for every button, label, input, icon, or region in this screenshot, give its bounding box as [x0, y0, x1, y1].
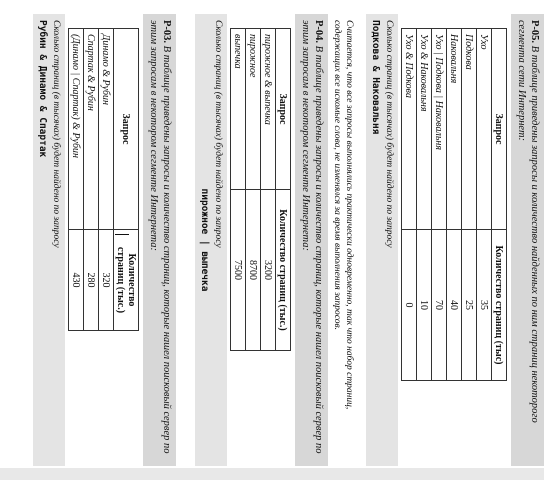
- pages-cell: 10: [417, 230, 432, 381]
- pages-cell: 35: [477, 230, 492, 381]
- table-row: [447, 29, 462, 381]
- query-cell: Ухо: [477, 29, 492, 230]
- query-table: [68, 28, 139, 331]
- table-row: [246, 29, 261, 351]
- task-prompt: В таблице приведены запросы и количество найденных по ним страниц некоторого сегмента сети Интернет:: [516, 20, 540, 423]
- table-row: [231, 29, 246, 351]
- table-header-row: [114, 29, 139, 331]
- query-cell: Ухо & Наковальня: [417, 29, 432, 230]
- table-header-row: [492, 29, 507, 381]
- column-header-query: Запрос: [492, 29, 507, 230]
- table-row: [417, 29, 432, 381]
- table-row: [477, 29, 492, 381]
- query-cell: Динамо & Рубин: [99, 29, 114, 230]
- task-p04: [195, 14, 358, 466]
- table-row: [99, 29, 114, 331]
- task-note: Считается, что все запросы выполнялись практически одновременно, так что набор страниц, содержащих все искомые слова, не изменялся за время выполнения запросов.: [328, 14, 358, 466]
- table-header-row: [276, 29, 291, 351]
- pages-cell: 0: [402, 230, 417, 381]
- answer-query: Рубин & Динамо & Спартак: [33, 14, 48, 466]
- query-cell: (Динамо | Спартак) & Рубин: [69, 29, 84, 230]
- task-code: P-03.: [161, 20, 172, 44]
- margin-mark: [115, 234, 129, 235]
- task-header: [295, 14, 328, 466]
- query-table: [230, 28, 291, 351]
- table-row: [432, 29, 447, 381]
- table-row: [69, 29, 84, 331]
- question-text: Сколько страниц (в тысячах) будет найдено по запросу: [48, 14, 65, 466]
- question-text: Сколько страниц (в тысячах) будет найдено по запросу: [381, 14, 398, 466]
- table-row: [462, 29, 477, 381]
- query-cell: выпечка: [231, 29, 246, 190]
- query-cell: Подкова: [462, 29, 477, 230]
- pages-cell: 25: [462, 230, 477, 381]
- pages-cell: 40: [447, 230, 462, 381]
- column-header-pages: Количество страниц (тыс): [492, 230, 507, 381]
- task-header: [511, 14, 544, 466]
- task-p03: [33, 14, 176, 466]
- answer-query: Подкова & Наковальня: [366, 14, 381, 466]
- query-table: [401, 28, 507, 381]
- task-p05: [366, 14, 544, 466]
- pages-cell: 280: [84, 230, 99, 331]
- pages-cell: 430: [69, 230, 84, 331]
- query-cell: Ухо & Подкова: [402, 29, 417, 230]
- task-header: [143, 14, 176, 466]
- task-prompt: В таблице приведены запросы и количество страниц, которые нашел поисковый сервер по этим запросам в некотором сегменте Интернета:: [148, 20, 172, 454]
- pages-cell: 320: [99, 230, 114, 331]
- page-edge-band: [0, 468, 544, 480]
- query-cell: Спартак & Рубин: [84, 29, 99, 230]
- answer-query: пирожное | выпечка: [195, 14, 210, 466]
- query-cell: Наковальня: [447, 29, 462, 230]
- pages-cell: 8700: [246, 190, 261, 351]
- pages-cell: 3200: [261, 190, 276, 351]
- table-row: [84, 29, 99, 331]
- question-text: Сколько страниц (в тысячах) будет найдено по запросу: [210, 14, 227, 466]
- pages-cell: 70: [432, 230, 447, 381]
- task-code: P-04.: [313, 20, 324, 44]
- query-cell: пирожное: [246, 29, 261, 190]
- column-header-pages: Количество страниц (тыс.): [276, 190, 291, 351]
- pages-cell: 7500: [231, 190, 246, 351]
- column-header-query: Запрос: [114, 29, 139, 230]
- query-cell: пирожное & выпечка: [261, 29, 276, 190]
- task-code: P-05.: [529, 20, 540, 44]
- table-row: [402, 29, 417, 381]
- column-header-pages: Количество страниц (тыс.): [114, 230, 139, 331]
- table-row: [261, 29, 276, 351]
- query-cell: Ухо | Подкова | Наковальня: [432, 29, 447, 230]
- task-prompt: В таблице приведены запросы и количество страниц, которые нашел поисковый сервер по этим запросам в некотором сегменте Интернета:: [300, 20, 324, 454]
- column-header-query: Запрос: [276, 29, 291, 190]
